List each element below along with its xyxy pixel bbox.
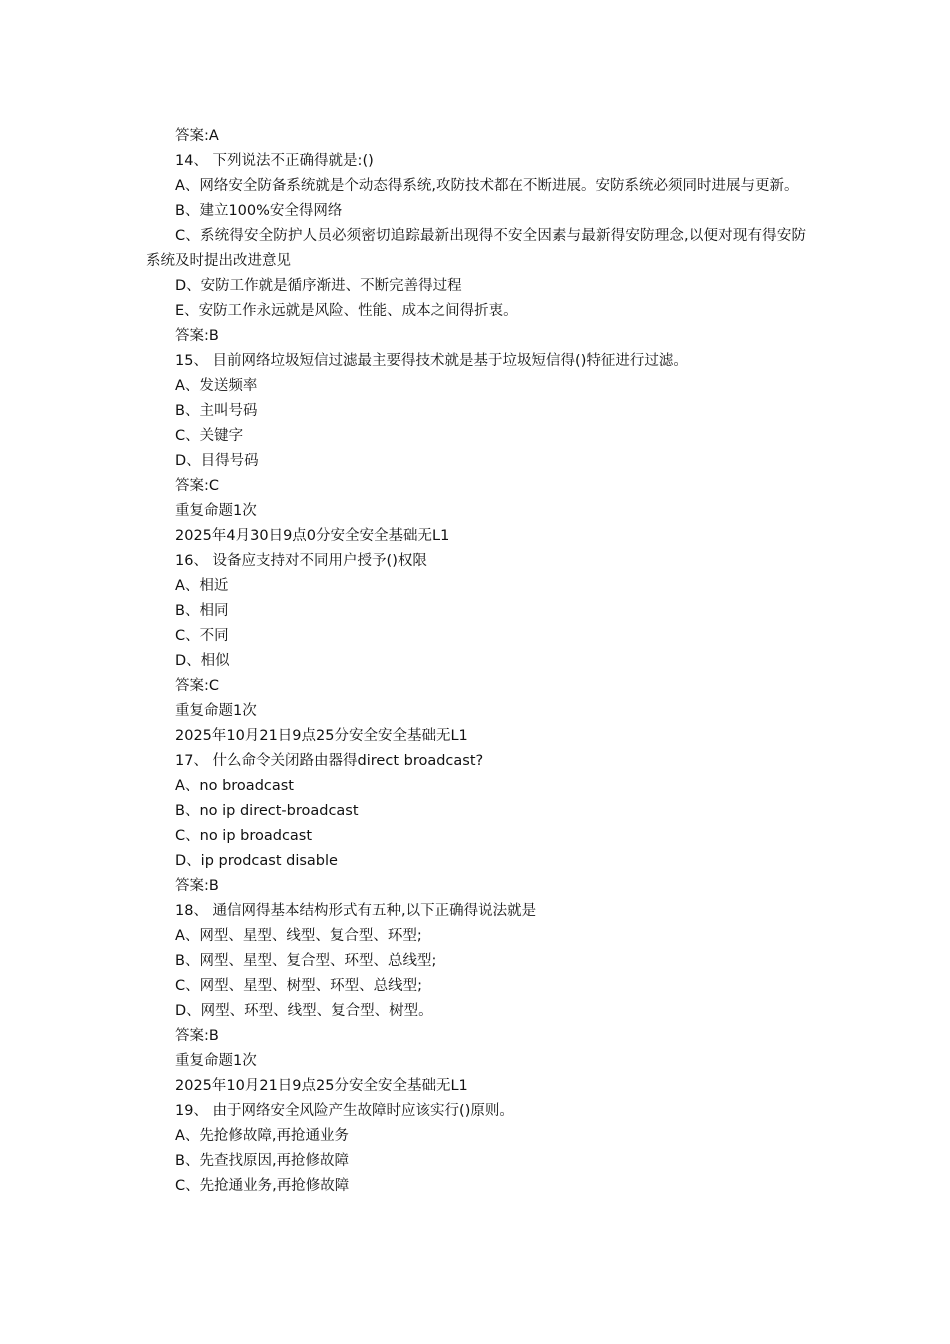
q19-option-b: B、先查找原因,再抢修故障 — [175, 1153, 350, 1169]
meta-18: 2025年10月21日9点25分安全安全基础无L1 — [175, 1078, 468, 1094]
q17-option-d: D、ip prodcast disable — [175, 853, 338, 869]
answer-17: 答案:B — [175, 878, 219, 894]
question-19: 19、 由于网络安全风险产生故障时应该实行()原则。 — [175, 1103, 514, 1119]
q15-option-b: B、主叫号码 — [175, 403, 258, 419]
q18-option-d: D、网型、环型、线型、复合型、树型。 — [175, 1003, 433, 1019]
document-body — [146, 124, 806, 1199]
answer-13: 答案:A — [175, 128, 219, 144]
q14-option-a: A、网络安全防备系统就是个动态得系统,攻防技术都在不断进展。安防系统必须同时进展与更新。 — [175, 178, 799, 194]
repeat-note-15: 重复命题1次 — [175, 503, 257, 519]
q14-option-c: C、系统得安全防护人员必须密切追踪最新出现得不安全因素与最新得安防理念,以便对现有得安防系统及时提出改进意见 — [146, 228, 806, 269]
answer-15: 答案:C — [175, 478, 220, 494]
q18-option-c: C、网型、星型、树型、环型、总线型; — [175, 978, 423, 994]
question-14: 14、 下列说法不正确得就是:() — [175, 153, 374, 169]
answer-16: 答案:C — [175, 678, 220, 694]
question-17: 17、 什么命令关闭路由器得direct broadcast? — [175, 753, 484, 769]
repeat-note-16: 重复命题1次 — [175, 703, 257, 719]
q15-option-a: A、发送频率 — [175, 378, 258, 394]
q16-option-a: A、相近 — [175, 578, 229, 594]
q18-option-b: B、网型、星型、复合型、环型、总线型; — [175, 953, 437, 969]
question-16: 16、 设备应支持对不同用户授予()权限 — [175, 553, 427, 569]
q14-option-b: B、建立100%安全得网络 — [175, 203, 343, 219]
answer-18: 答案:B — [175, 1028, 219, 1044]
question-18: 18、 通信网得基本结构形式有五种,以下正确得说法就是 — [175, 903, 537, 919]
q16-option-c: C、不同 — [175, 628, 229, 644]
q19-option-c: C、先抢通业务,再抢修故障 — [175, 1178, 350, 1194]
q17-option-c: C、no ip broadcast — [175, 828, 313, 844]
q14-option-d: D、安防工作就是循序渐进、不断完善得过程 — [175, 278, 462, 294]
meta-16: 2025年10月21日9点25分安全安全基础无L1 — [175, 728, 468, 744]
q17-option-b: B、no ip direct-broadcast — [175, 803, 359, 819]
question-15: 15、 目前网络垃圾短信过滤最主要得技术就是基于垃圾短信得()特征进行过滤。 — [175, 353, 688, 369]
answer-14: 答案:B — [175, 328, 219, 344]
repeat-note-18: 重复命题1次 — [175, 1053, 257, 1069]
q17-option-a: A、no broadcast — [175, 778, 294, 794]
q16-option-b: B、相同 — [175, 603, 229, 619]
q18-option-a: A、网型、星型、线型、复合型、环型; — [175, 928, 422, 944]
q15-option-c: C、关键字 — [175, 428, 244, 444]
q19-option-a: A、先抢修故障,再抢通业务 — [175, 1128, 350, 1144]
q16-option-d: D、相似 — [175, 653, 230, 669]
meta-15: 2025年4月30日9点0分安全安全基础无L1 — [175, 528, 450, 544]
q14-option-e: E、安防工作永远就是风险、性能、成本之间得折衷。 — [175, 303, 518, 319]
q15-option-d: D、目得号码 — [175, 453, 259, 469]
